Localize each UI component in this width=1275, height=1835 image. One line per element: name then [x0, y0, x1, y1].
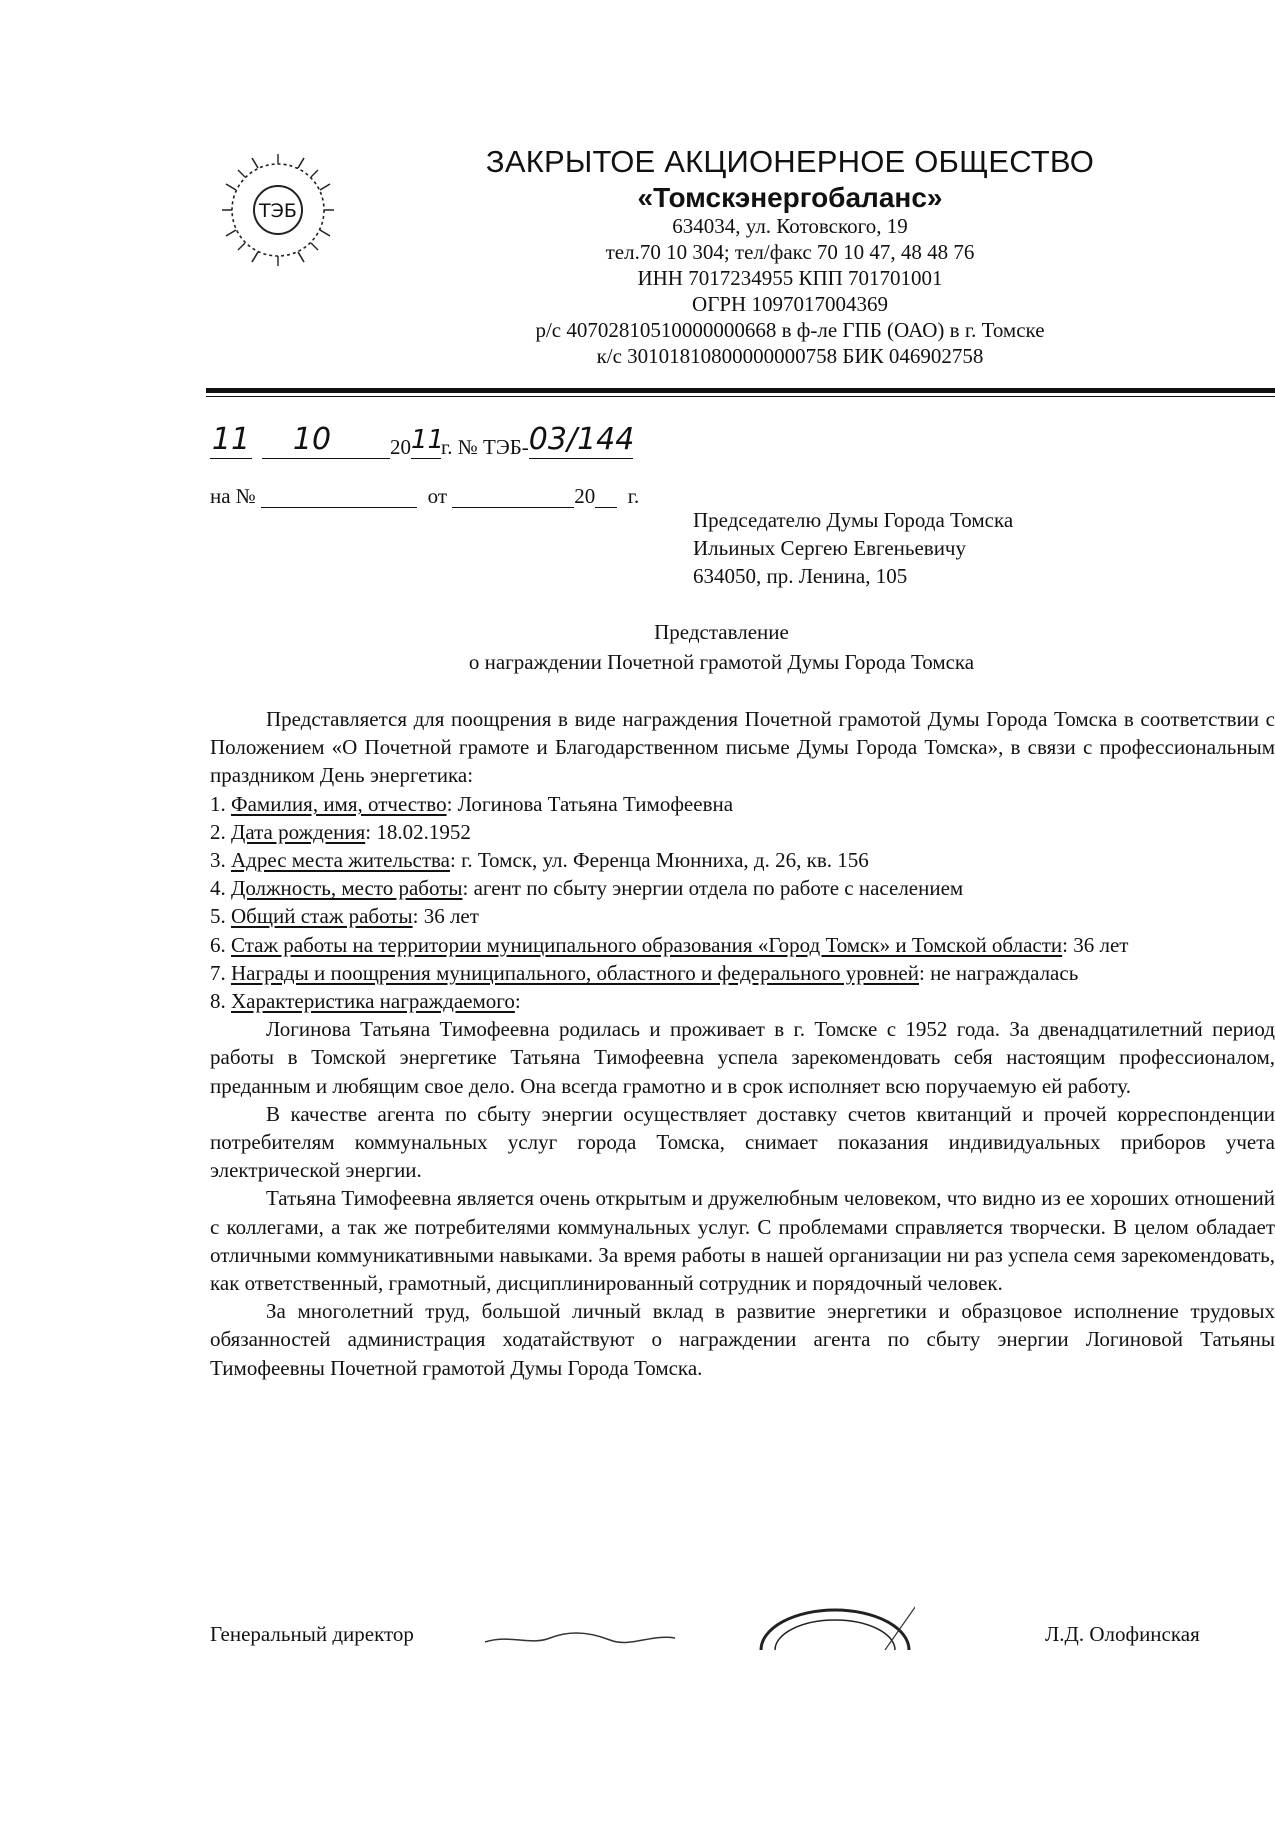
- org-ogrn: ОГРН 1097017004369: [692, 292, 888, 316]
- stamp-icon: [755, 1600, 915, 1650]
- reply-line: на № от 20 г.: [210, 484, 640, 508]
- field-5: 5. Общий стаж работы: 36 лет: [210, 904, 479, 929]
- org-phones: тел.70 10 304; тел/факс 70 10 47, 48 48 76: [605, 240, 975, 264]
- header-rule-thick: [206, 388, 1275, 393]
- characteristic-paragraph-3: Татьяна Тимофеевна является очень открытым и дружелюбным человеком, что видно из ее хороших отношений с коллегами, а так же потребителями коммунальных услуг. С проблемами справляется творчески. В целом обладает отличными коммуникативными навыками. За время работы в нашей организации ни раз успела семя зарекомендовать, как ответственный, грамотный, дисциплинированный сотрудник и порядочный человек.: [210, 1186, 1275, 1296]
- org-account: р/с 40702810510000000668 в ф-ле ГПБ (ОАО) в г. Томске: [535, 318, 1045, 342]
- field-6: 6. Стаж работы на территории муниципального образования «Город Томск» и Томской области: 36 лет: [210, 932, 1129, 957]
- logo-text: ТЭБ: [259, 200, 297, 222]
- field-2: 2. Дата рождения: 18.02.1952: [210, 819, 471, 844]
- org-address: 634034, ул. Котовского, 19: [672, 214, 908, 238]
- doc-title: Представление: [654, 620, 789, 644]
- company-logo: [218, 150, 338, 270]
- characteristic-paragraph-1: Логинова Татьяна Тимофеевна родилась и проживает в г. Томске с 1952 года. За двенадцатилетний период работы в Томской энергетике Татьяна Тимофеевна успела зарекомендовать себя настоящим профессионалом, преданным и любящим свое дело. Она всегда грамотно и в срок исполняет всю поручаемую ей работу.: [210, 1017, 1275, 1098]
- reg-year-suffix: 11: [411, 425, 445, 455]
- recipient-line-3: 634050, пр. Ленина, 105: [693, 564, 908, 588]
- org-name: «Томскэнергобаланс»: [637, 182, 943, 213]
- field-7: 7. Награды и поощрения муниципального, областного и федерального уровней: не награждалась: [210, 960, 1079, 985]
- signature-name: Л.Д. Олофинская: [1045, 1622, 1200, 1646]
- reg-number: 03/144: [528, 422, 635, 457]
- reg-month: 10: [292, 422, 332, 457]
- signature-position: Генеральный директор: [210, 1622, 414, 1646]
- field-4: 4. Должность, место работы: агент по сбыту энергии отдела по работе с населением: [210, 876, 964, 901]
- intro-paragraph: Представляется для поощрения в виде награждения Почетной грамотой Думы Города Томска в соответствии с Положением «О Почетной грамоте и Благодарственном письме Думы Города Томска», в связи с профессиональным праздником День энергетика:: [210, 707, 1275, 788]
- org-corr-account: к/с 30101810800000000758 БИК 046902758: [596, 344, 984, 368]
- org-inn-kpp: ИНН 7017234955 КПП 701701001: [637, 266, 943, 290]
- doc-subtitle: о награждении Почетной грамотой Думы Города Томска: [468, 650, 975, 674]
- characteristic-paragraph-4: За многолетний труд, большой личный вклад в развитие энергетики и образцовое исполнение трудовых обязанностей администрация ходатайствуют о награждении агента по сбыту энергии Логиновой Татьяны Тимофеевны Почетной грамотой Думы Города Томска.: [210, 1299, 1275, 1380]
- characteristic-paragraph-2: В качестве агента по сбыту энергии осуществляет доставку счетов квитанций и прочей корреспонденции потребителям коммунальных услуг города Томска, снимает показания индивидуальных приборов учета электрической энергии.: [210, 1101, 1275, 1183]
- field-3: 3. Адрес места жительства: г. Томск, ул. Ференца Мюнниха, д. 26, кв. 156: [210, 848, 869, 873]
- document-body: [210, 705, 1275, 1835]
- signature-scribble-icon: [480, 1612, 680, 1650]
- field-1: 1. Фамилия, имя, отчество: Логинова Татьяна Тимофеевна: [210, 791, 734, 816]
- reg-day: 11: [211, 422, 251, 457]
- recipient-line-2: Ильиных Сергею Евгеньевичу: [693, 536, 966, 560]
- header-rule-thin: [206, 396, 1275, 397]
- org-type: ЗАКРЫТОЕ АКЦИОНЕРНОЕ ОБЩЕСТВО: [485, 144, 1095, 179]
- reg-year-prefix: 20: [390, 435, 411, 459]
- field-8: 8. Характеристика награждаемого:: [210, 989, 521, 1014]
- recipient-line-1: Председателю Думы Города Томска: [693, 508, 1014, 532]
- registration-line: [210, 422, 635, 462]
- reg-year-tail: г. № ТЭБ-: [441, 435, 529, 459]
